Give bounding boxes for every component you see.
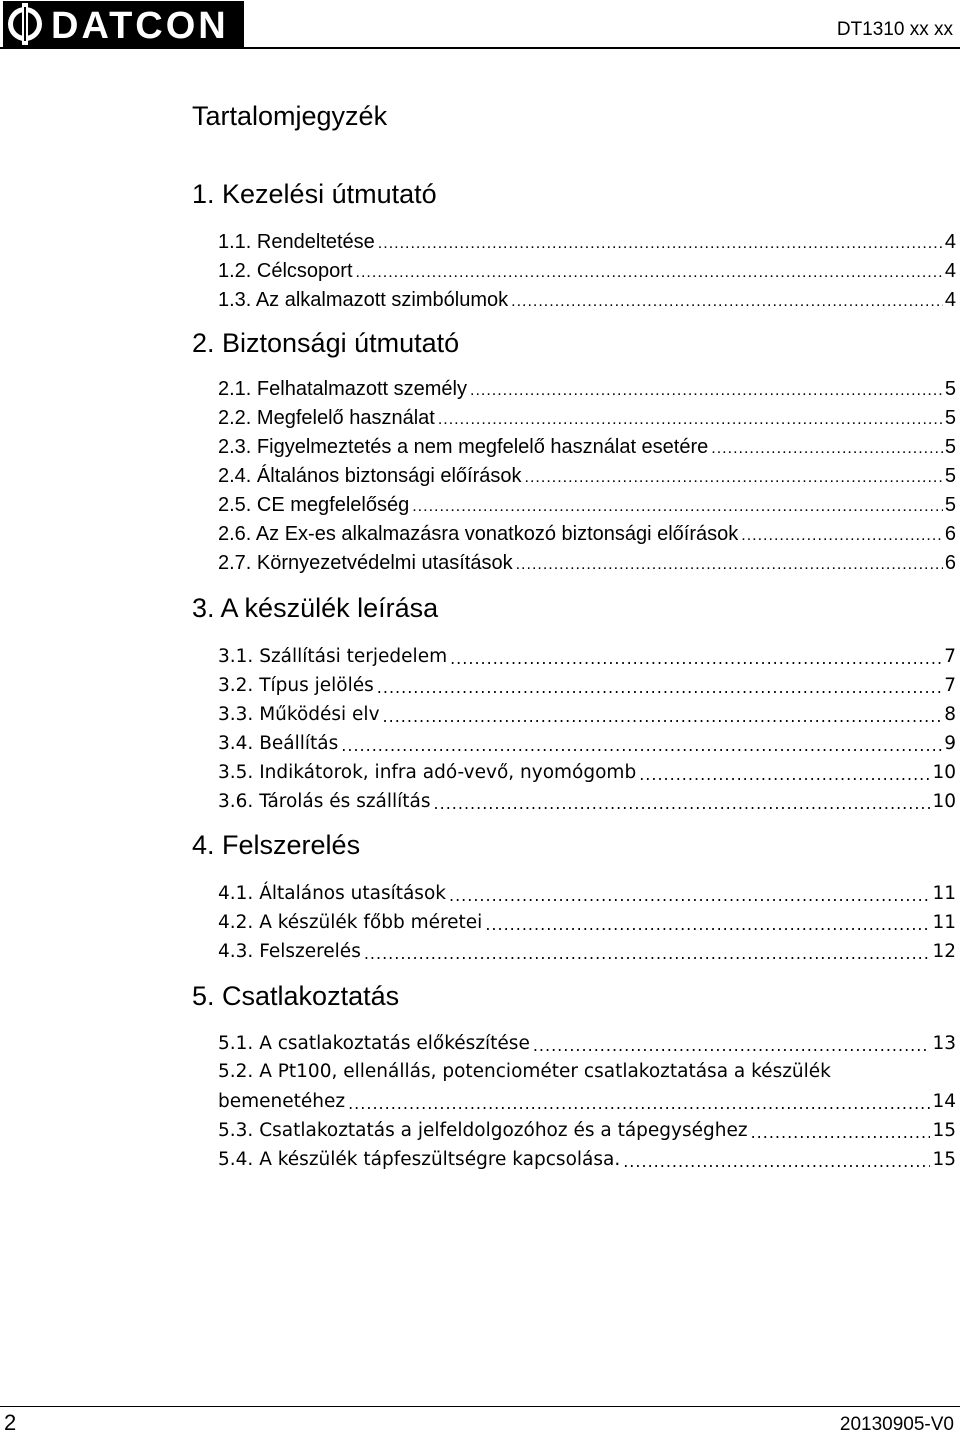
toc-entry[interactable]: 5.1. A csatlakoztatás előkészítése ..... 13 bbox=[218, 1030, 956, 1056]
toc-entry-first-line[interactable]: 5.2. A Pt100, ellenállás, potenciométer csatlakoztatása a készülék bbox=[218, 1061, 831, 1082]
toc-title: Tartalomjegyzék bbox=[192, 101, 388, 131]
datcon-logo bbox=[3, 1, 244, 47]
toc-entry[interactable]: 2.7. Környezetvédelmi utasítások ..... 6 bbox=[218, 549, 956, 575]
toc-entry[interactable]: 1.2. Célcsoport ..... 4 bbox=[218, 257, 956, 283]
toc-entry[interactable]: 2.4. Általános biztonsági előírások ..... 5 bbox=[218, 462, 956, 488]
section-heading: 2. Biztonsági útmutató bbox=[192, 328, 460, 358]
toc-entry[interactable]: 1.1. Rendeltetése ..... 4 bbox=[218, 228, 956, 254]
toc-entry[interactable]: 2.5. CE megfelelőség ..... 5 bbox=[218, 491, 956, 517]
toc-entry[interactable]: 3.1. Szállítási terjedelem ..... 7 bbox=[218, 643, 956, 669]
toc-entry[interactable]: 3.3. Működési elv ..... 8 bbox=[218, 701, 956, 727]
svg-text:DATCON: DATCON bbox=[51, 5, 229, 47]
toc-entry[interactable]: 2.3. Figyelmeztetés a nem megfelelő használat esetére ..... 5 bbox=[218, 433, 956, 459]
page-header bbox=[0, 0, 960, 50]
section-heading: 5. Csatlakoztatás bbox=[192, 981, 400, 1011]
toc-entry[interactable]: 4.1. Általános utasítások ..... 11 bbox=[218, 880, 956, 906]
revision-code: 20130905-V0 bbox=[839, 1414, 954, 1435]
page-number: 2 bbox=[4, 1410, 17, 1435]
toc-entry[interactable]: 2.2. Megfelelő használat ..... 5 bbox=[218, 404, 956, 430]
toc-entry[interactable]: 5.3. Csatlakoztatás a jelfeldolgozóhoz és a tápegységhez ..... 15 bbox=[218, 1117, 956, 1143]
toc-entry[interactable]: 3.2. Típus jelölés ..... 7 bbox=[218, 672, 956, 698]
toc-entry[interactable]: 2.6. Az Ex-es alkalmazásra vonatkozó biztonsági előírások ..... 6 bbox=[218, 520, 956, 546]
section-heading: 3. A készülék leírása bbox=[192, 593, 439, 623]
toc-entry[interactable]: 4.2. A készülék főbb méretei ..... 11 bbox=[218, 909, 956, 935]
section-heading: 1. Kezelési útmutató bbox=[192, 179, 437, 209]
toc-entry[interactable]: 3.5. Indikátorok, infra adó-vevő, nyomógomb ..... 10 bbox=[218, 759, 956, 785]
toc-entry[interactable]: 2.1. Felhatalmazott személy ..... 5 bbox=[218, 375, 956, 401]
toc-entry[interactable]: 5.4. A készülék tápfeszültségre kapcsolása. ..... 15 bbox=[218, 1146, 956, 1172]
toc-entry[interactable]: 3.6. Tárolás és szállítás ..... 10 bbox=[218, 788, 956, 814]
toc-entry[interactable]: 3.4. Beállítás ..... 9 bbox=[218, 730, 956, 756]
toc-entry[interactable]: 1.3. Az alkalmazott szimbólumok ..... 4 bbox=[218, 286, 956, 312]
document-code: DT1310 xx xx bbox=[836, 19, 953, 40]
toc-entry[interactable]: 4.3. Felszerelés ..... 12 bbox=[218, 938, 956, 964]
toc-entry[interactable]: bemenetéhez ..... 14 bbox=[218, 1088, 956, 1114]
header-divider bbox=[0, 47, 960, 49]
footer-divider bbox=[0, 1406, 960, 1407]
section-heading: 4. Felszerelés bbox=[192, 830, 361, 860]
